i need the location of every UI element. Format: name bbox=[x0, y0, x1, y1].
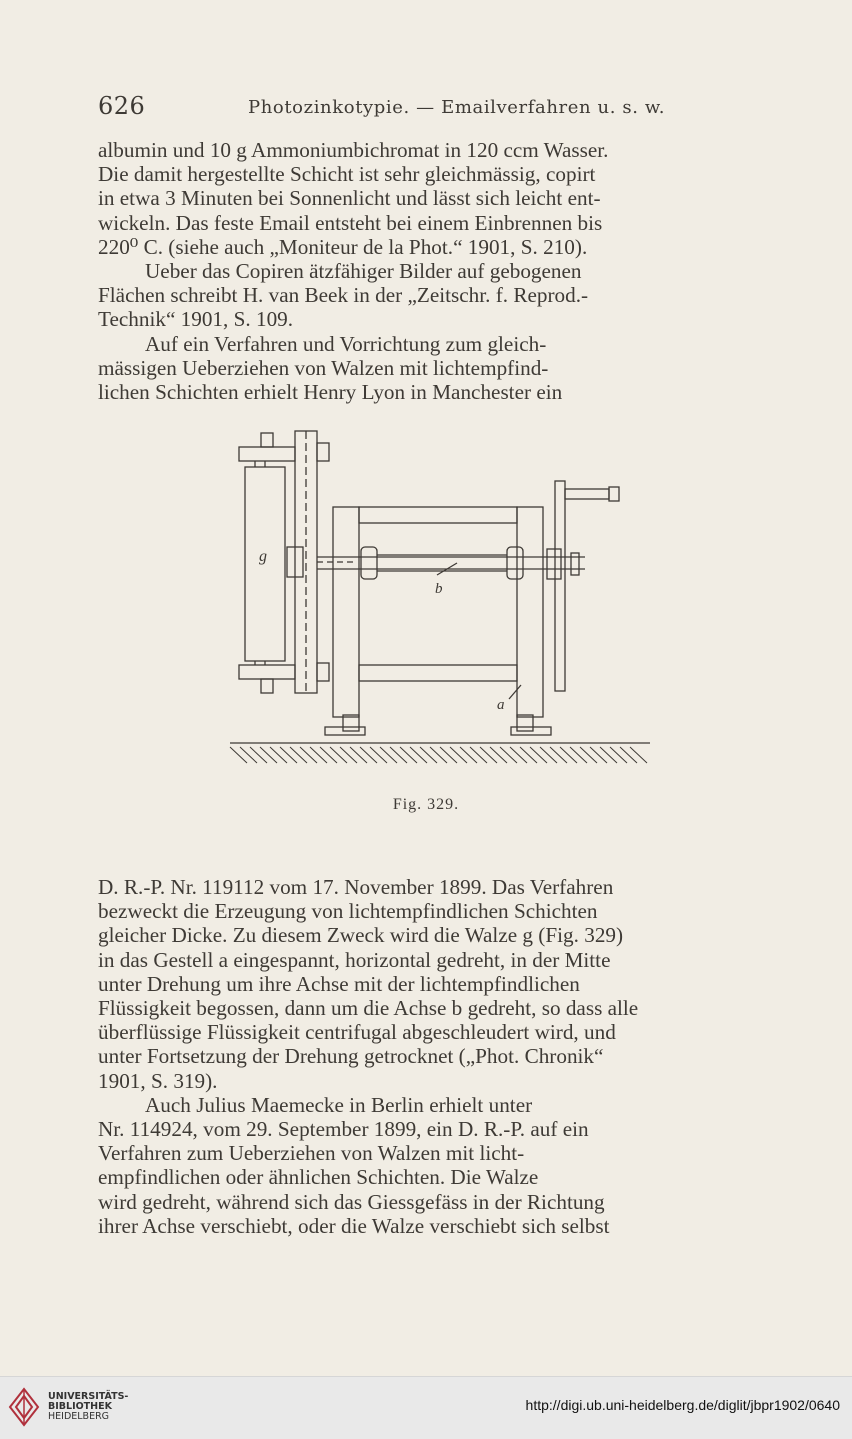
figure-caption: Fig. 329. bbox=[392, 796, 460, 813]
university-library-logo-icon bbox=[8, 1387, 40, 1427]
text-line: 220⁰ C. (siehe auch „Moniteur de la Phot.“ 1901, S. 210). bbox=[98, 234, 588, 259]
text-line: in das Gestell a eingespannt, horizontal gedreht, in der Mitte bbox=[98, 947, 611, 972]
page-header bbox=[98, 92, 778, 122]
text-line: mässigen Ueberziehen von Walzen mit lichtempfind- bbox=[98, 355, 549, 380]
text-line: Flüssigkeit begossen, dann um die Achse b gedreht, so dass alle bbox=[98, 996, 639, 1021]
text-line: Verfahren zum Ueberziehen von Walzen mit licht- bbox=[98, 1141, 525, 1166]
text-line: bezweckt die Erzeugung von lichtempfindlichen Schichten bbox=[98, 899, 598, 924]
text-line: überflüssige Flüssigkeit centrifugal abgeschleudert wird, und bbox=[98, 1020, 616, 1045]
text-line: Ueber das Copiren ätzfähiger Bilder auf gebogenen bbox=[145, 259, 582, 284]
text-line: empfindlichen oder ähnlichen Schichten. Die Walze bbox=[98, 1165, 539, 1190]
text-line: Technik“ 1901, S. 109. bbox=[98, 307, 294, 332]
text-line: Flächen schreibt H. van Beek in der „Zeitschr. f. Reprod.- bbox=[98, 283, 589, 308]
text-line: 1901, S. 319). bbox=[98, 1068, 218, 1093]
institution-line: BIBLIOTHEK bbox=[48, 1401, 112, 1412]
text-line: wird gedreht, während sich das Giessgefäss in der Richtung bbox=[98, 1189, 605, 1214]
running-title: Photozinkotypie. — Emailverfahren u. s. w. bbox=[248, 97, 666, 118]
text-line: in etwa 3 Minuten bei Sonnenlicht und lässt sich leicht ent- bbox=[98, 186, 601, 211]
text-line: lichen Schichten erhielt Henry Lyon in Manchester ein bbox=[98, 380, 563, 405]
figure-label-a: a bbox=[497, 697, 505, 713]
text-line: D. R.-P. Nr. 119112 vom 17. November 1899. Das Verfahren bbox=[98, 875, 614, 899]
text-line: Die damit hergestellte Schicht ist sehr gleichmässig, copirt bbox=[98, 162, 596, 187]
figure-label-g: g bbox=[259, 548, 267, 565]
institution-line: HEIDELBERG bbox=[48, 1411, 110, 1422]
text-line: unter Drehung um ihre Achse mit der lichtempfindlichen bbox=[98, 971, 580, 996]
viewer-footer bbox=[0, 1376, 852, 1439]
figure-329-drawing bbox=[225, 425, 655, 770]
text-line: gleicher Dicke. Zu diesem Zweck wird die Walze g (Fig. 329) bbox=[98, 923, 624, 948]
institution-line: UNIVERSITÄTS- bbox=[48, 1391, 129, 1402]
text-line: albumin und 10 g Ammoniumbichromat in 120 ccm Wasser. bbox=[98, 138, 609, 162]
text-block-bottom bbox=[98, 875, 780, 1238]
text-line: wickeln. Das feste Email entsteht bei einem Einbrennen bis bbox=[98, 210, 603, 235]
text-line: ihrer Achse verschiebt, oder die Walze verschiebt sich selbst bbox=[98, 1213, 610, 1238]
text-block-top bbox=[98, 138, 780, 404]
institution-name bbox=[48, 1392, 128, 1422]
source-url-link[interactable]: http://digi.ub.uni-heidelberg.de/diglit/jbpr1902/0640 bbox=[525, 1397, 840, 1413]
text-line: Nr. 114924, vom 29. September 1899, ein D. R.-P. auf ein bbox=[98, 1117, 589, 1142]
ground-hatch bbox=[230, 747, 647, 763]
page-number: 626 bbox=[98, 92, 146, 120]
figure-label-b: b bbox=[435, 581, 443, 597]
frame-a bbox=[333, 507, 359, 717]
text-line: Auf ein Verfahren und Vorrichtung zum gleich- bbox=[145, 331, 547, 356]
text-line: unter Fortsetzung der Drehung getrocknet („Phot. Chronik“ bbox=[98, 1044, 604, 1069]
text-line: Auch Julius Maemecke in Berlin erhielt unter bbox=[145, 1092, 533, 1117]
